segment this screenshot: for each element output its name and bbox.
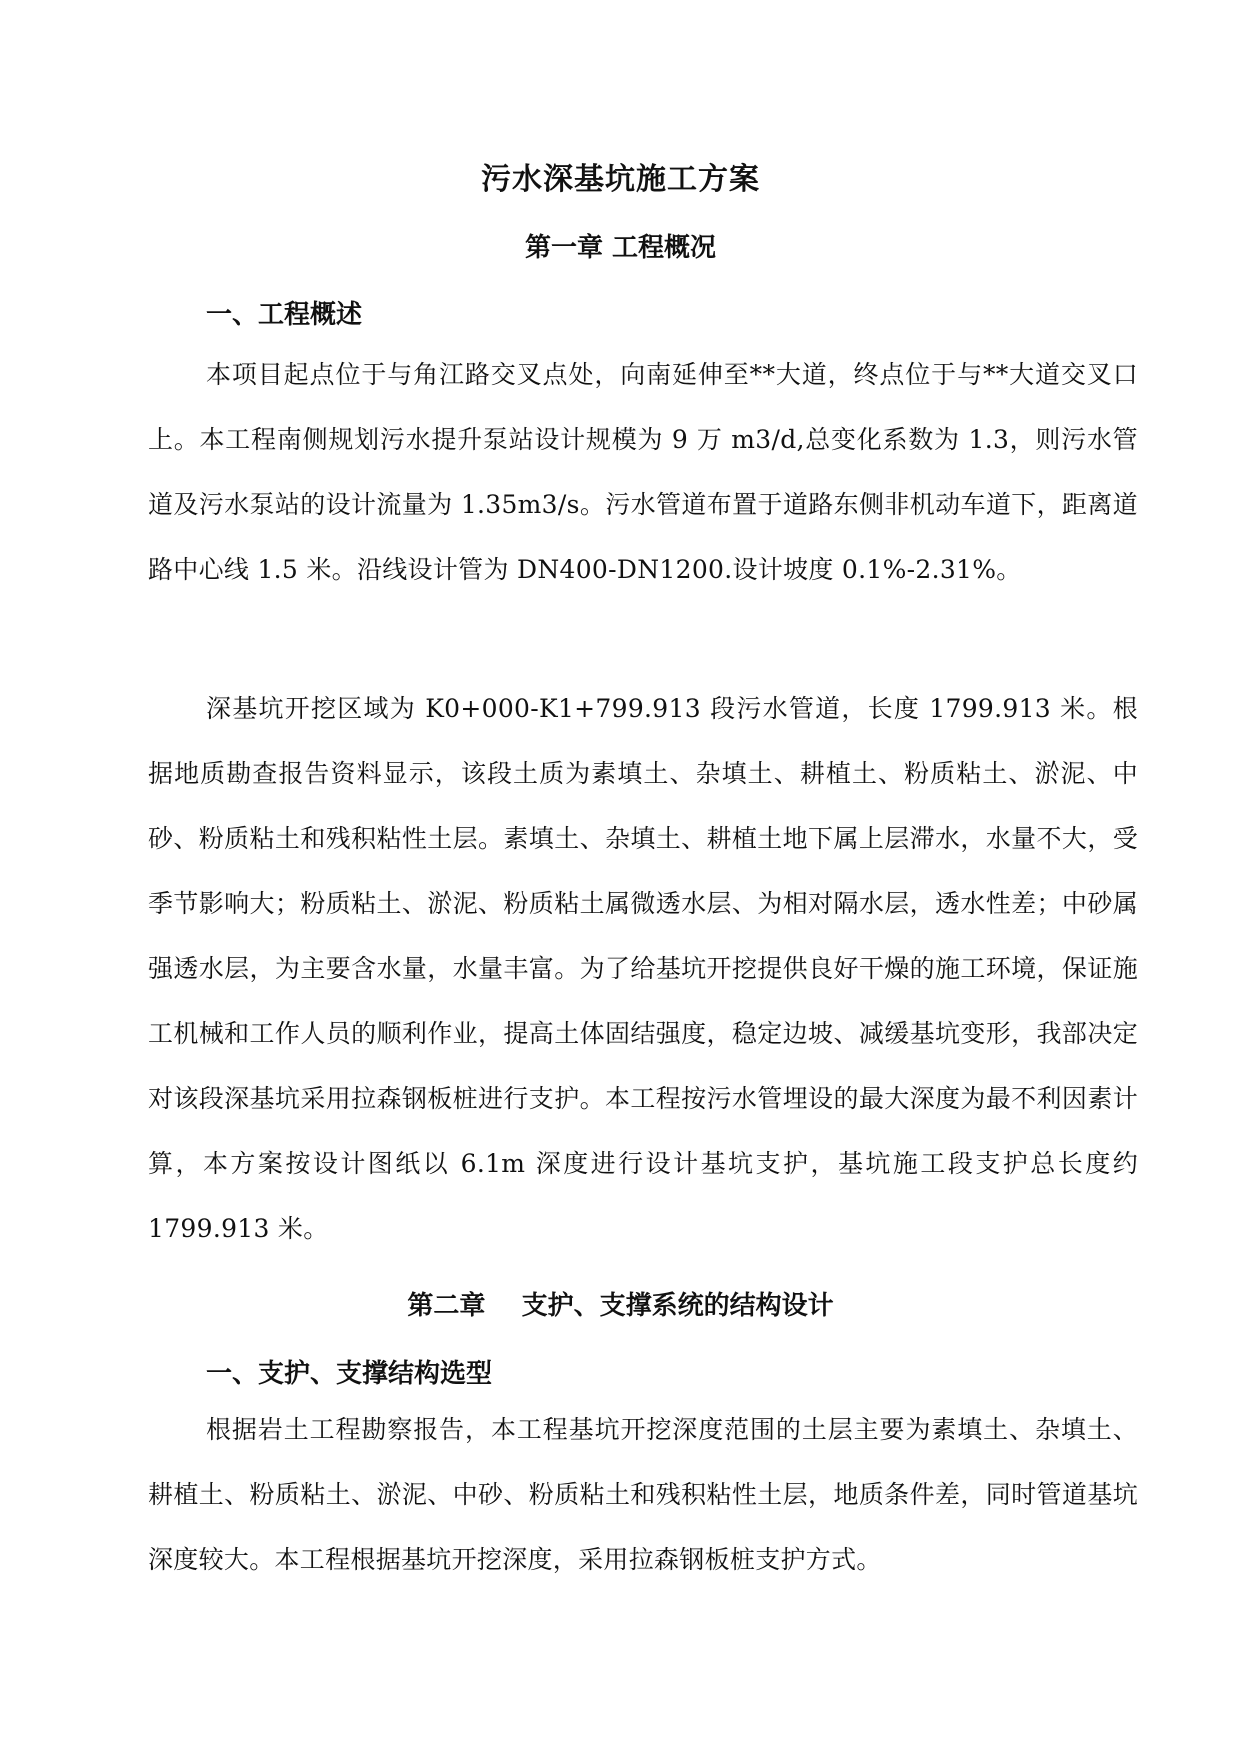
paragraph-excavation-area: 深基坑开挖区域为 K0+000-K1+799.913 段污水管道，长度 1799.913 米。根据地质勘查报告资料显示，该段土质为素填土、杂填土、耕植土、粉质粘土、淤泥、中砂、粉质粘土和残积粘性土层。素填土、杂填土、耕植土地下属上层滞水，水量不大，受季节影响大；粉质粘土、淤泥、粉质粘土属微透水层、为相对隔水层，透水性差；中砂属强透水层，为主要含水量，水量丰富。为了给基坑开挖提供良好干燥的施工环境，保证施工机械和工作人员的顺利作业，提高土体固结强度，稳定边坡、减缓基坑变形，我部决定对该段深基坑采用拉森钢板桩进行支护。本工程按污水管埋设的最大深度为最不利因素计算，本方案按设计图纸以 6.1m 深度进行设计基坑支护，基坑施工段支护总长度约 1799.913 米。 (148, 694, 1138, 1243)
section-heading-support-selection: 一、支护、支撑结构选型 (206, 1359, 493, 1389)
paragraph-support-selection: 根据岩土工程勘察报告，本工程基坑开挖深度范围的土层主要为素填土、杂填土、耕植土、粉质粘土、淤泥、中砂、粉质粘土和残积粘性土层，地质条件差，同时管道基坑深度较大。本工程根据基坑开挖深度，采用拉森钢板桩支护方式。 (148, 1415, 1138, 1574)
paragraph-project-overview: 本项目起点位于与角江路交叉点处，向南延伸至**大道，终点位于与**大道交叉口上。本工程南侧规划污水提升泵站设计规模为 9 万 m3/d,总变化系数为 1.3，则污水管道及污水泵站的设计流量为 1.35m3/s。污水管道布置于道路东侧非机动车道下，距离道路中心线 1.5 米。沿线设计管为 DN400-DN1200.设计坡度 0.1%-2.31%。 (148, 360, 1138, 584)
chapter-heading-1: 第一章 工程概况 (524, 233, 717, 263)
chapter-heading-2: 第二章 支护、支撑系统的结构设计 (407, 1291, 834, 1321)
section-heading-overview: 一、工程概述 (206, 300, 363, 330)
document-title: 污水深基坑施工方案 (481, 162, 760, 197)
